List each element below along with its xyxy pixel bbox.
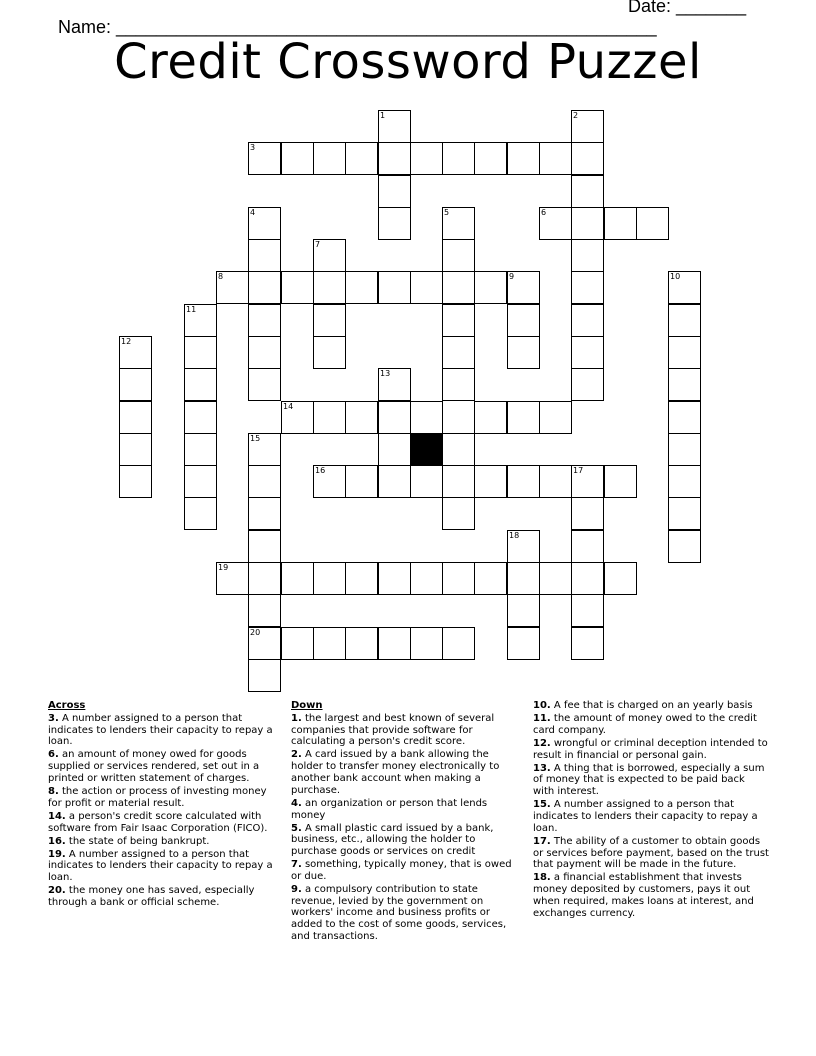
clue-number: 18 [509,531,520,540]
grid-cell[interactable] [410,271,443,304]
clue-item [48,885,283,909]
clue-number-label: 4. [291,797,302,809]
grid-cell[interactable] [248,562,281,595]
clue-number-label: 20. [48,885,66,897]
grid-cell[interactable] [668,465,701,498]
grid-cell[interactable] [571,175,604,208]
grid-cell[interactable] [313,304,346,337]
grid-cell[interactable] [313,401,346,434]
clue-number: 13 [380,369,391,378]
grid-cell[interactable] [345,562,378,595]
grid-cell[interactable] [281,562,314,595]
grid-cell[interactable] [507,142,540,175]
grid-cell[interactable] [410,627,443,660]
grid-cell[interactable] [571,530,604,563]
clue-text: The ability of a customer to obtain goods or services before payment, based on the trust that payment will be made in the future. [533,835,769,871]
clue-text: A card issued by a bank allowing the holder to transfer money electronically to another bank account when making a purchase. [291,749,500,796]
grid-cell[interactable] [474,142,507,175]
grid-cell[interactable] [571,336,604,369]
clue-item [533,700,769,712]
clue-number: 19 [218,563,229,572]
clue-number: 10 [670,272,681,281]
across-clues [48,700,283,910]
grid-cell[interactable] [248,239,281,272]
grid-cell[interactable] [571,239,604,272]
grid-cell[interactable] [248,659,281,692]
clue-item [533,799,769,834]
clue-number: 12 [121,337,132,346]
grid-cell[interactable] [313,627,346,660]
grid-cell[interactable] [507,304,540,337]
grid-cell[interactable] [313,239,346,272]
grid-cell[interactable] [442,207,475,240]
clue-text: an amount of money owed for goods supplied or services rendered, set out in a printed or written statement of charges. [48,749,260,784]
grid-cell[interactable] [636,207,669,240]
clue-number-label: 8. [48,785,59,797]
grid-cell[interactable] [507,271,540,304]
grid-cell[interactable] [571,562,604,595]
grid-cell[interactable] [507,465,540,498]
clue-item [291,798,523,822]
grid-cell[interactable] [604,465,637,498]
grid-cell[interactable] [539,207,572,240]
grid-cell[interactable] [378,627,411,660]
grid-cell[interactable] [378,401,411,434]
clue-number: 20 [250,628,261,637]
clue-number-label: 15. [533,799,551,811]
clue-item [48,713,283,748]
clue-number-label: 11. [533,712,551,724]
grid-cell[interactable] [539,142,572,175]
date-field[interactable]: Date: _______ [628,0,747,16]
grid-cell[interactable] [442,336,475,369]
grid-cell[interactable] [539,401,572,434]
header-name-date [48,0,768,37]
clue-item [291,823,523,858]
clue-number-label: 6. [48,749,59,761]
clue-number-label: 2. [291,749,302,761]
grid-cell[interactable] [474,401,507,434]
grid-cell[interactable] [442,465,475,498]
grid-cell[interactable] [313,465,346,498]
grid-cell[interactable] [248,433,281,466]
grid-cell[interactable] [442,433,475,466]
grid-cell[interactable] [474,465,507,498]
grid-cell[interactable] [345,401,378,434]
clue-text: A thing that is borrowed, especially a sum of money that is expected to be paid back with interest. [533,762,765,798]
grid-cell[interactable] [442,304,475,337]
grid-cell[interactable] [571,497,604,530]
grid-cell[interactable] [668,530,701,563]
grid-cell[interactable] [539,562,572,595]
grid-cell[interactable] [571,465,604,498]
grid-cell[interactable] [571,271,604,304]
grid-cell[interactable] [248,271,281,304]
grid-cell[interactable] [313,336,346,369]
clue-text: wrongful or criminal deception intended to result in financial or personal gain. [533,737,768,761]
clue-item [48,749,283,784]
grid-cell[interactable] [571,368,604,401]
grid-cell[interactable] [345,271,378,304]
grid-cell[interactable] [410,562,443,595]
grid-cell[interactable] [119,401,152,434]
grid-cell[interactable] [119,465,152,498]
clue-item [291,859,523,883]
clue-number-label: 16. [48,835,66,847]
grid-cell[interactable] [248,207,281,240]
grid-cell[interactable] [248,497,281,530]
clue-number: 11 [186,305,197,314]
grid-cell[interactable] [442,142,475,175]
grid-cell[interactable] [184,401,217,434]
grid-cell[interactable] [474,271,507,304]
clue-item [291,713,523,748]
grid-cell[interactable] [119,368,152,401]
grid-cell[interactable] [668,271,701,304]
page-title: Credit Crossword Puzzel [114,34,702,90]
grid-cell[interactable] [378,368,411,401]
grid-cell[interactable] [281,271,314,304]
clue-number: 1 [380,111,386,120]
grid-cell[interactable] [378,175,411,208]
clue-text: the state of being bankrupt. [65,835,210,847]
clue-number-label: 18. [533,872,551,884]
grid-cell[interactable] [248,368,281,401]
clue-item [533,713,769,737]
grid-cell[interactable] [442,497,475,530]
grid-cell[interactable] [248,530,281,563]
clue-item [291,884,523,943]
clue-number: 5 [444,208,450,217]
clue-number-label: 17. [533,835,551,847]
grid-cell[interactable] [442,562,475,595]
grid-cell[interactable] [378,110,411,143]
grid-cell[interactable] [474,562,507,595]
clue-number: 15 [250,434,261,443]
grid-cell[interactable] [281,142,314,175]
clue-text: A number assigned to a person that indicates to lenders their capacity to repay a loan. [48,712,273,748]
grid-cell[interactable] [539,465,572,498]
grid-cell[interactable] [668,433,701,466]
grid-cell[interactable] [345,465,378,498]
clue-item [291,749,523,796]
grid-cell[interactable] [378,271,411,304]
grid-cell[interactable] [248,465,281,498]
clue-item [533,836,769,871]
grid-cell[interactable] [410,401,443,434]
grid-cell[interactable] [507,401,540,434]
grid-cell[interactable] [507,530,540,563]
down-heading: Down [291,700,323,711]
grid-cell[interactable] [378,465,411,498]
grid-cell[interactable] [248,594,281,627]
grid-cell[interactable] [184,368,217,401]
clue-item [48,811,283,835]
grid-cell[interactable] [442,271,475,304]
grid-cell[interactable] [668,497,701,530]
clue-item [48,836,283,848]
grid-cell[interactable] [668,304,701,337]
grid-cell[interactable] [668,368,701,401]
grid-cell[interactable] [119,433,152,466]
clue-number-label: 5. [291,822,302,834]
grid-cell[interactable] [345,627,378,660]
grid-cell[interactable] [184,497,217,530]
clue-number-label: 14. [48,810,66,822]
clue-text: the money one has saved, especially through a bank or official scheme. [48,885,255,908]
clue-number: 9 [509,272,515,281]
grid-cell[interactable] [571,207,604,240]
grid-cell[interactable] [571,142,604,175]
down-clues-continued [533,700,769,921]
grid-cell[interactable] [571,627,604,660]
grid-cell[interactable] [668,401,701,434]
clue-number: 7 [315,240,321,249]
clue-text: the action or process of investing money for profit or material result. [48,785,267,809]
grid-cell[interactable] [378,433,411,466]
clue-number: 2 [573,111,579,120]
grid-cell[interactable] [184,433,217,466]
grid-cell[interactable] [184,465,217,498]
grid-cell[interactable] [119,336,152,369]
clue-text: the largest and best known of several companies that provide software for calculating a person's credit score. [291,712,495,748]
grid-cell[interactable] [248,336,281,369]
clue-text: a compulsory contribution to state revenue, levied by the government on workers' income and business profits or added to the cost of some goods, services, and transactions. [291,883,507,943]
grid-cell[interactable] [410,465,443,498]
clue-number: 6 [541,208,547,217]
clue-number-label: 10. [533,700,551,711]
grid-cell[interactable] [313,562,346,595]
grid-cell[interactable] [313,271,346,304]
clue-number-label: 1. [291,712,302,724]
clue-number-label: 3. [48,712,59,724]
clue-number: 4 [250,208,256,217]
clue-number-label: 13. [533,762,551,774]
clue-text: an organization or person that lends money [291,797,488,821]
grid-cell[interactable] [281,401,314,434]
name-field[interactable]: Name: ______________________________________________________ [58,17,657,37]
clue-item [48,786,283,810]
grid-cell[interactable] [184,336,217,369]
grid-cell[interactable] [216,562,249,595]
down-clues [291,700,523,944]
grid-cell[interactable] [248,142,281,175]
grid-cell[interactable] [442,627,475,660]
grid-cell[interactable] [248,627,281,660]
clue-text: a financial establishment that invests money deposited by customers, pays it out when required, makes loans at interest, and exchanges currency. [533,872,754,919]
clue-number: 8 [218,272,224,281]
clue-number-label: 7. [291,859,302,871]
grid-cell[interactable] [442,368,475,401]
clue-number: 16 [315,466,326,475]
clue-number: 3 [250,143,256,152]
across-heading: Across [48,700,86,711]
grid-cell[interactable] [571,594,604,627]
grid-cell[interactable] [507,627,540,660]
clue-text: A number assigned to a person that indicates to lenders their capacity to repay a loan. [533,799,758,834]
grid-cell[interactable] [507,594,540,627]
grid-cell[interactable] [184,304,217,337]
grid-cell[interactable] [604,207,637,240]
grid-cell[interactable] [216,271,249,304]
clue-text: a person's credit score calculated with software from Fair Isaac Corporation (FICO). [48,810,268,834]
clue-text: something, typically money, that is owed or due. [291,859,512,882]
grid-cell[interactable] [604,562,637,595]
grid-cell[interactable] [410,142,443,175]
clue-text: the amount of money owed to the credit card company. [533,712,757,736]
grid-cell[interactable] [378,207,411,240]
grid-cell[interactable] [571,110,604,143]
black-square [410,433,443,466]
clue-text: A small plastic card issued by a bank, business, etc., allowing the holder to purchase goods or services on credit [291,822,494,858]
clue-number: 17 [573,466,584,475]
grid-cell[interactable] [281,627,314,660]
clue-number-label: 12. [533,737,551,749]
clue-number: 14 [283,402,294,411]
clue-item [533,763,769,798]
clue-item [48,849,283,884]
clue-text: A number assigned to a person that indicates to lenders their capacity to repay a loan. [48,848,273,884]
clue-item [533,872,769,919]
clue-text: A fee that is charged on an yearly basis [550,700,753,711]
grid-cell[interactable] [507,336,540,369]
grid-cell[interactable] [378,562,411,595]
grid-cell[interactable] [378,142,411,175]
clue-number-label: 19. [48,848,66,860]
grid-cell[interactable] [248,304,281,337]
grid-cell[interactable] [442,239,475,272]
grid-cell[interactable] [571,304,604,337]
grid-cell[interactable] [668,336,701,369]
grid-cell[interactable] [345,142,378,175]
clue-number-label: 9. [291,883,302,895]
grid-cell[interactable] [313,142,346,175]
clue-item [533,738,769,762]
grid-cell[interactable] [507,562,540,595]
